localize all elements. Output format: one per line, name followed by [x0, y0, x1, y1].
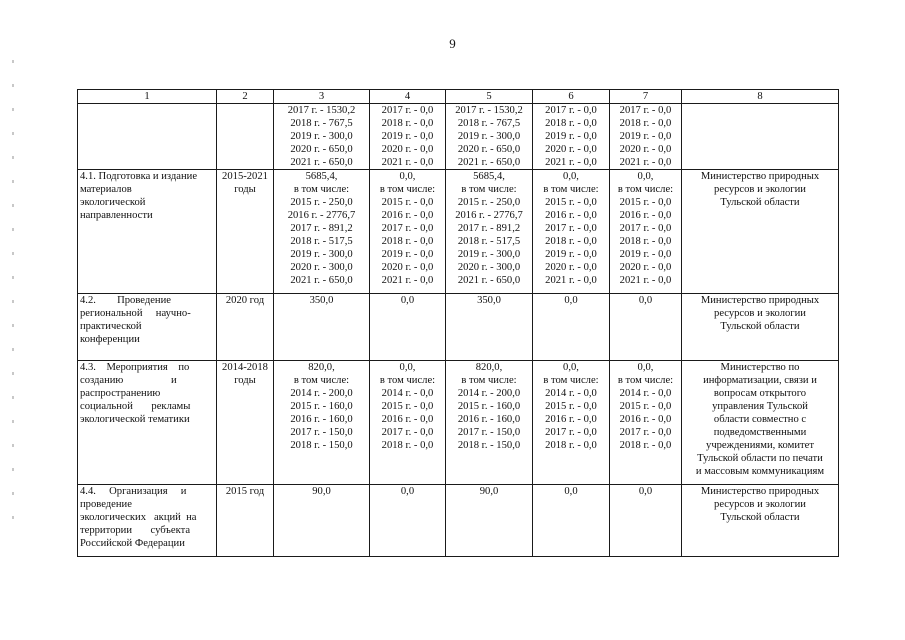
funding-col4-cell	[370, 361, 446, 485]
cell-line: распространению	[80, 388, 161, 399]
cell-line: Министерство по	[720, 362, 800, 373]
executor-cell	[682, 361, 839, 485]
cell-line: в том числе:	[617, 375, 674, 386]
cell-line: экологических акций на	[80, 512, 197, 523]
cell-line: 2017 г. - 0,0	[545, 105, 597, 116]
period-cell	[217, 485, 274, 557]
cell-line: 350,0	[309, 295, 334, 306]
cell-line: 0,0,	[563, 362, 579, 373]
header-cell: 2	[217, 90, 274, 104]
cell-line: 0,0	[400, 486, 415, 497]
cell-line: 90,0	[479, 486, 499, 497]
funding-col4-cell	[370, 485, 446, 557]
funding-total-cell	[274, 170, 370, 294]
cell-line: 2021 г. - 650,0	[457, 275, 521, 286]
activity-name-cell	[78, 294, 217, 361]
cell-line: 2020 г. - 0,0	[381, 144, 434, 155]
cell-line: области совместно с	[713, 414, 807, 425]
cell-line: 2021 г. - 0,0	[619, 275, 672, 286]
cell-line: 2017 г. - 150,0	[457, 427, 521, 438]
cell-line: 2015 г. - 160,0	[457, 401, 521, 412]
cell-line: и массовым коммуникациям	[695, 466, 825, 477]
cell-line: 2014-2018	[222, 362, 268, 373]
cell-line: 90,0	[312, 486, 331, 497]
cell-line: 2018 г. - 150,0	[457, 440, 521, 451]
funding-col7-cell	[610, 361, 682, 485]
cell-line: материалов	[80, 184, 132, 195]
cell-line: проведение	[80, 499, 132, 510]
cell-line: 0,0	[400, 295, 415, 306]
funding-col6-cell	[533, 361, 610, 485]
funding-col6-cell	[533, 170, 610, 294]
header-cell: 1	[78, 90, 217, 104]
header-cell: 6	[533, 90, 610, 104]
header-cell: 3	[274, 90, 370, 104]
cell-line: 2018 г. - 0,0	[381, 118, 434, 129]
cell-line: 2016 г. - 0,0	[619, 210, 672, 221]
cell-line: 2020 г. - 0,0	[619, 144, 672, 155]
cell-line: 2018 г. - 0,0	[381, 236, 434, 247]
period-cell	[217, 170, 274, 294]
cell-line: 2015 г. - 250,0	[457, 197, 521, 208]
cell-line: 2018 г. - 0,0	[381, 440, 434, 451]
cell-line: 2018 г. - 0,0	[545, 118, 597, 129]
cell-line: 2021 г. - 650,0	[457, 157, 521, 168]
header-cell: 8	[682, 90, 839, 104]
header-cell: 5	[446, 90, 533, 104]
cell-line: 2017 г. - 0,0	[619, 105, 672, 116]
cell-line: социальной рекламы	[80, 401, 191, 412]
cell-line: 2019 г. - 300,0	[457, 131, 521, 142]
activity-name-cell	[78, 170, 217, 294]
cell-line: ресурсов и экологии	[714, 499, 806, 510]
funding-col7-cell	[610, 170, 682, 294]
funding-col7-cell	[610, 104, 682, 170]
cell-line: направленности	[80, 210, 153, 221]
cell-line: информатизации, связи и	[703, 375, 817, 386]
binding-marks	[12, 60, 14, 540]
period-cell	[217, 104, 274, 170]
cell-line: Министерство природных	[700, 171, 820, 182]
funding-col4-cell	[370, 170, 446, 294]
cell-line: 2016 г. - 160,0	[290, 414, 353, 425]
cell-line: экологической	[80, 197, 146, 208]
funding-total-cell	[274, 485, 370, 557]
cell-line: 2021 г. - 0,0	[545, 275, 597, 286]
cell-line: 2016 г. - 0,0	[381, 210, 434, 221]
cell-line: экологической тематики	[80, 414, 190, 425]
funding-col5-cell	[446, 485, 533, 557]
cell-line: 2019 г. - 300,0	[290, 131, 353, 142]
budget-table	[77, 89, 839, 557]
funding-col7-cell	[610, 294, 682, 361]
cell-line: 2018 г. - 0,0	[619, 236, 672, 247]
cell-line: 2017 г. - 0,0	[619, 223, 672, 234]
cell-line: 2017 г. - 0,0	[381, 223, 434, 234]
cell-line: 2018 г. - 517,5	[457, 236, 521, 247]
cell-line: 2016 г. - 0,0	[545, 210, 597, 221]
cell-line: 2020 г. - 0,0	[545, 262, 597, 273]
funding-col4-cell	[370, 104, 446, 170]
cell-line: Тульской области	[720, 321, 800, 332]
cell-line: управления Тульской	[712, 401, 808, 412]
cell-line: Министерство природных	[700, 295, 820, 306]
cell-line: 2015 г. - 0,0	[545, 197, 597, 208]
cell-line: 2019 г. - 300,0	[457, 249, 521, 260]
cell-line: 2021 г. - 0,0	[619, 157, 672, 168]
cell-line: в том числе:	[379, 375, 436, 386]
cell-line: 2019 г. - 0,0	[381, 131, 434, 142]
cell-line: подведомственными	[713, 427, 807, 438]
header-cell: 4	[370, 90, 446, 104]
cell-line: 2016 г. - 0,0	[381, 414, 434, 425]
cell-line: в том числе:	[543, 184, 599, 195]
table-row	[78, 104, 839, 170]
executor-cell	[682, 294, 839, 361]
cell-line: 2019 г. - 0,0	[545, 131, 597, 142]
cell-line: 2018 г. - 150,0	[290, 440, 353, 451]
cell-line: 2019 г. - 0,0	[619, 249, 672, 260]
cell-line: в том числе:	[617, 184, 674, 195]
cell-line: 2018 г. - 0,0	[619, 118, 672, 129]
cell-line: 2021 г. - 650,0	[290, 157, 353, 168]
cell-line: 4.4. Организация и	[80, 486, 187, 497]
cell-line: 2021 г. - 0,0	[381, 157, 434, 168]
cell-line: 2017 г. - 891,2	[290, 223, 353, 234]
table-row	[78, 485, 839, 557]
cell-line: 2019 г. - 300,0	[290, 249, 353, 260]
cell-line: 2019 г. - 0,0	[381, 249, 434, 260]
cell-line: созданию и	[80, 375, 177, 386]
cell-line: 2018 г. - 0,0	[545, 440, 597, 451]
cell-line: 2020 г. - 650,0	[290, 144, 353, 155]
cell-line: 5685,4,	[473, 171, 505, 182]
cell-line: 2017 г. - 1530,2	[287, 105, 356, 116]
cell-line: 0,0,	[637, 362, 654, 373]
cell-line: 4.3. Мероприятия по	[80, 362, 190, 373]
cell-line: 2015 г. - 0,0	[381, 401, 434, 412]
cell-line: 0,0	[638, 295, 653, 306]
cell-line: 2018 г. - 767,5	[457, 118, 521, 129]
funding-col5-cell	[446, 294, 533, 361]
cell-line: конференции	[80, 334, 140, 345]
cell-line: Министерство природных	[700, 486, 820, 497]
funding-total-cell	[274, 294, 370, 361]
cell-line: 2014 г. - 200,0	[290, 388, 353, 399]
activity-name-cell	[78, 104, 217, 170]
funding-total-cell	[274, 104, 370, 170]
funding-col5-cell	[446, 104, 533, 170]
funding-col6-cell	[533, 485, 610, 557]
cell-line: 2018 г. - 0,0	[545, 236, 597, 247]
cell-line: 2014 г. - 0,0	[545, 388, 597, 399]
funding-col6-cell	[533, 294, 610, 361]
cell-line: 2016 г. - 2776,7	[287, 210, 356, 221]
cell-line: 0,0,	[399, 171, 416, 182]
cell-line: 820,0,	[475, 362, 503, 373]
cell-line: 2016 г. - 160,0	[457, 414, 521, 425]
cell-line: 2017 г. - 0,0	[545, 223, 597, 234]
activity-name-cell	[78, 485, 217, 557]
cell-line: 0,0,	[637, 171, 654, 182]
cell-line: 2021 г. - 650,0	[290, 275, 353, 286]
cell-line: 2021 г. - 0,0	[381, 275, 434, 286]
header-cell: 7	[610, 90, 682, 104]
cell-line: 2019 г. - 0,0	[619, 131, 672, 142]
cell-line: 2014 г. - 200,0	[457, 388, 521, 399]
cell-line: 5685,4,	[305, 171, 338, 182]
cell-line: в том числе:	[293, 184, 350, 195]
cell-line: практической	[80, 321, 142, 332]
funding-col6-cell	[533, 104, 610, 170]
cell-line: 2020 г. - 300,0	[457, 262, 521, 273]
cell-line: в том числе:	[461, 375, 517, 386]
cell-line: 2017 г. - 150,0	[290, 427, 353, 438]
cell-line: 2016 г. - 2776,7	[455, 210, 523, 221]
cell-line: 2015 г. - 0,0	[381, 197, 434, 208]
cell-line: 2018 г. - 0,0	[619, 440, 672, 451]
table-row	[78, 294, 839, 361]
cell-line: 0,0,	[399, 362, 416, 373]
cell-line: 2014 г. - 0,0	[381, 388, 434, 399]
cell-line: 2016 г. - 0,0	[619, 414, 672, 425]
cell-line: 2017 г. - 0,0	[545, 427, 597, 438]
cell-line: в том числе:	[461, 184, 517, 195]
cell-line: 2015 г. - 160,0	[290, 401, 353, 412]
cell-line: в том числе:	[379, 184, 436, 195]
cell-line: 2015 г. - 0,0	[619, 401, 672, 412]
cell-line: 0,0	[564, 486, 578, 497]
cell-line: 2014 г. - 0,0	[619, 388, 672, 399]
cell-line: 2018 г. - 767,5	[290, 118, 353, 129]
cell-line: территории субъекта	[80, 525, 191, 536]
cell-line: 2015 г. - 0,0	[619, 197, 672, 208]
cell-line: 2017 г. - 0,0	[381, 105, 434, 116]
cell-line: Тульской области по печати	[697, 453, 823, 464]
funding-col7-cell	[610, 485, 682, 557]
cell-line: региональной научно-	[80, 308, 191, 319]
period-cell	[217, 361, 274, 485]
funding-total-cell	[274, 361, 370, 485]
funding-col4-cell	[370, 294, 446, 361]
cell-line: Тульской области	[720, 512, 800, 523]
period-cell	[217, 294, 274, 361]
cell-line: ресурсов и экологии	[714, 308, 806, 319]
funding-col5-cell	[446, 170, 533, 294]
cell-line: 2020 г. - 650,0	[457, 144, 521, 155]
executor-cell	[682, 104, 839, 170]
page-number: 9	[449, 36, 456, 51]
cell-line: 0,0,	[563, 171, 579, 182]
cell-line: 2020 г. - 0,0	[381, 262, 434, 273]
table-row	[78, 170, 839, 294]
cell-line: учреждениями, комитет	[706, 440, 814, 451]
cell-line: 0,0	[638, 486, 653, 497]
executor-cell	[682, 485, 839, 557]
cell-line: 2019 г. - 0,0	[545, 249, 597, 260]
cell-line: 820,0,	[308, 362, 335, 373]
funding-col5-cell	[446, 361, 533, 485]
cell-line: 2015 г. - 0,0	[545, 401, 597, 412]
cell-line: в том числе:	[543, 375, 599, 386]
cell-line: 4.2. Проведение	[80, 295, 171, 306]
cell-line: 2018 г. - 517,5	[290, 236, 353, 247]
cell-line: 2021 г. - 0,0	[545, 157, 597, 168]
cell-line: Российской Федерации	[80, 538, 185, 549]
cell-line: 2017 г. - 891,2	[457, 223, 521, 234]
executor-cell	[682, 170, 839, 294]
cell-line: 2016 г. - 0,0	[545, 414, 597, 425]
cell-line: годы	[234, 184, 256, 195]
cell-line: 2015 год	[225, 486, 265, 497]
cell-line: 2015-2021	[222, 171, 268, 182]
cell-line: 2020 г. - 0,0	[619, 262, 672, 273]
cell-line: 350,0	[477, 295, 501, 306]
cell-line: годы	[234, 375, 256, 386]
cell-line: ресурсов и экологии	[714, 184, 806, 195]
cell-line: 0,0	[564, 295, 578, 306]
cell-line: 2020 год	[225, 295, 265, 306]
cell-line: 4.1. Подготовка и издание	[80, 171, 198, 182]
cell-line: Тульской области	[720, 197, 800, 208]
cell-line: 2017 г. - 0,0	[619, 427, 672, 438]
activity-name-cell	[78, 361, 217, 485]
cell-line: 2015 г. - 250,0	[290, 197, 353, 208]
cell-line: вопросам открытого	[713, 388, 807, 399]
cell-line: 2017 г. - 1530,2	[455, 105, 523, 116]
cell-line: 2020 г. - 0,0	[545, 144, 597, 155]
table-row	[78, 361, 839, 485]
header-row	[78, 90, 839, 104]
cell-line: 2017 г. - 0,0	[381, 427, 434, 438]
cell-line: 2020 г. - 300,0	[290, 262, 353, 273]
cell-line: в том числе:	[293, 375, 350, 386]
